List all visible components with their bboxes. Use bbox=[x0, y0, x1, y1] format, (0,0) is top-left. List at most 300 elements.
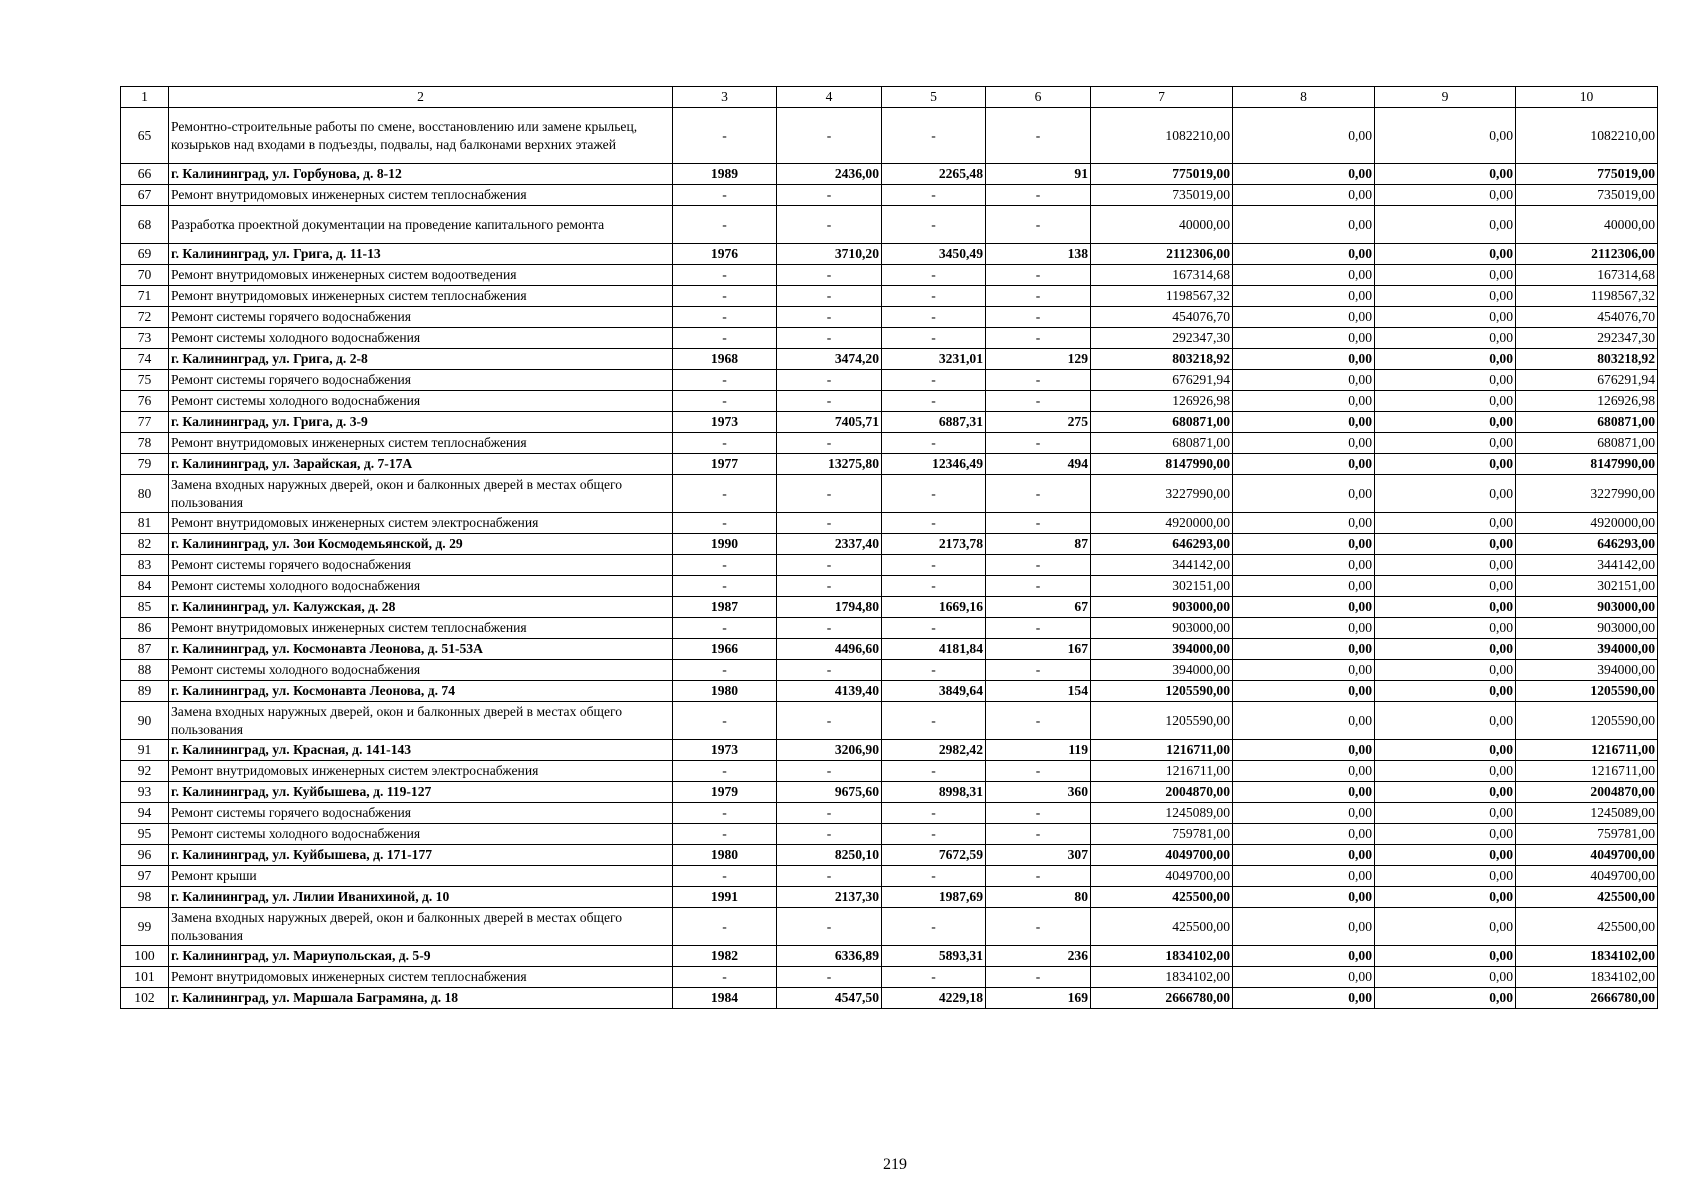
col6-cell: 275 bbox=[986, 412, 1091, 433]
col9-cell: 0,00 bbox=[1375, 164, 1516, 185]
row-number: 84 bbox=[121, 576, 169, 597]
col9-cell: 0,00 bbox=[1375, 328, 1516, 349]
table-row bbox=[121, 164, 1658, 185]
col5-cell: - bbox=[882, 307, 986, 328]
col8-cell: 0,00 bbox=[1233, 108, 1375, 164]
col5-cell: 8998,31 bbox=[882, 782, 986, 803]
table-row bbox=[121, 349, 1658, 370]
table-row bbox=[121, 108, 1658, 164]
col7-cell: 735019,00 bbox=[1091, 185, 1233, 206]
col6-cell: - bbox=[986, 307, 1091, 328]
col4-cell: - bbox=[777, 307, 882, 328]
col10-cell: 903000,00 bbox=[1516, 618, 1658, 639]
col8-cell: 0,00 bbox=[1233, 534, 1375, 555]
col5-cell: 1669,16 bbox=[882, 597, 986, 618]
table-row bbox=[121, 206, 1658, 244]
col7-cell: 167314,68 bbox=[1091, 265, 1233, 286]
col10-cell: 1205590,00 bbox=[1516, 681, 1658, 702]
col7-cell: 1205590,00 bbox=[1091, 681, 1233, 702]
col8-cell: 0,00 bbox=[1233, 391, 1375, 412]
col5-cell: 7672,59 bbox=[882, 845, 986, 866]
col7-cell: 1216711,00 bbox=[1091, 740, 1233, 761]
row-name: Ремонт внутридомовых инженерных систем теплоснабжения bbox=[169, 967, 673, 988]
table-row bbox=[121, 618, 1658, 639]
col8-cell: 0,00 bbox=[1233, 967, 1375, 988]
col9-cell: 0,00 bbox=[1375, 660, 1516, 681]
col9-cell: 0,00 bbox=[1375, 286, 1516, 307]
col4-cell: - bbox=[777, 370, 882, 391]
year-cell: - bbox=[673, 370, 777, 391]
col5-cell: - bbox=[882, 576, 986, 597]
col5-cell: 4181,84 bbox=[882, 639, 986, 660]
col6-cell: - bbox=[986, 108, 1091, 164]
col5-cell: 6887,31 bbox=[882, 412, 986, 433]
year-cell: - bbox=[673, 286, 777, 307]
year-cell: 1973 bbox=[673, 740, 777, 761]
col6-cell: 138 bbox=[986, 244, 1091, 265]
col9-cell: 0,00 bbox=[1375, 803, 1516, 824]
col4-cell: - bbox=[777, 328, 882, 349]
row-number: 93 bbox=[121, 782, 169, 803]
col5-cell: - bbox=[882, 265, 986, 286]
col7-cell: 1245089,00 bbox=[1091, 803, 1233, 824]
col7-cell: 803218,92 bbox=[1091, 349, 1233, 370]
col4-cell: 4547,50 bbox=[777, 988, 882, 1009]
col7-cell: 1834102,00 bbox=[1091, 946, 1233, 967]
year-cell: - bbox=[673, 618, 777, 639]
col10-cell: 680871,00 bbox=[1516, 412, 1658, 433]
col10-cell: 40000,00 bbox=[1516, 206, 1658, 244]
col7-cell: 302151,00 bbox=[1091, 576, 1233, 597]
table-row bbox=[121, 265, 1658, 286]
col4-cell: - bbox=[777, 618, 882, 639]
col7-cell: 680871,00 bbox=[1091, 412, 1233, 433]
col5-cell: 2265,48 bbox=[882, 164, 986, 185]
col10-cell: 1245089,00 bbox=[1516, 803, 1658, 824]
col7-cell: 646293,00 bbox=[1091, 534, 1233, 555]
col7-cell: 775019,00 bbox=[1091, 164, 1233, 185]
col4-cell: 3206,90 bbox=[777, 740, 882, 761]
year-cell: 1968 bbox=[673, 349, 777, 370]
col9-cell: 0,00 bbox=[1375, 555, 1516, 576]
year-cell: 1990 bbox=[673, 534, 777, 555]
col4-cell: 4139,40 bbox=[777, 681, 882, 702]
col8-cell: 0,00 bbox=[1233, 164, 1375, 185]
column-header: 10 bbox=[1516, 87, 1658, 108]
year-cell: - bbox=[673, 185, 777, 206]
col9-cell: 0,00 bbox=[1375, 206, 1516, 244]
col10-cell: 676291,94 bbox=[1516, 370, 1658, 391]
col6-cell: 307 bbox=[986, 845, 1091, 866]
col6-cell: 154 bbox=[986, 681, 1091, 702]
table-row bbox=[121, 307, 1658, 328]
col10-cell: 1216711,00 bbox=[1516, 761, 1658, 782]
col7-cell: 40000,00 bbox=[1091, 206, 1233, 244]
row-number: 97 bbox=[121, 866, 169, 887]
col5-cell: - bbox=[882, 286, 986, 307]
col5-cell: - bbox=[882, 328, 986, 349]
row-number: 91 bbox=[121, 740, 169, 761]
col9-cell: 0,00 bbox=[1375, 639, 1516, 660]
col4-cell: - bbox=[777, 660, 882, 681]
col4-cell: - bbox=[777, 967, 882, 988]
col4-cell: 13275,80 bbox=[777, 454, 882, 475]
col8-cell: 0,00 bbox=[1233, 597, 1375, 618]
row-number: 94 bbox=[121, 803, 169, 824]
col7-cell: 425500,00 bbox=[1091, 908, 1233, 946]
col9-cell: 0,00 bbox=[1375, 967, 1516, 988]
col8-cell: 0,00 bbox=[1233, 206, 1375, 244]
table-row bbox=[121, 988, 1658, 1009]
table-row bbox=[121, 681, 1658, 702]
row-name: г. Калининград, ул. Зои Космодемьянской, д. 29 bbox=[169, 534, 673, 555]
row-name: Ремонт крыши bbox=[169, 866, 673, 887]
col7-cell: 903000,00 bbox=[1091, 597, 1233, 618]
col4-cell: - bbox=[777, 702, 882, 740]
year-cell: - bbox=[673, 475, 777, 513]
col4-cell: - bbox=[777, 286, 882, 307]
col8-cell: 0,00 bbox=[1233, 370, 1375, 391]
col7-cell: 425500,00 bbox=[1091, 887, 1233, 908]
col10-cell: 1834102,00 bbox=[1516, 946, 1658, 967]
row-number: 69 bbox=[121, 244, 169, 265]
row-number: 98 bbox=[121, 887, 169, 908]
col7-cell: 3227990,00 bbox=[1091, 475, 1233, 513]
col4-cell: - bbox=[777, 206, 882, 244]
col8-cell: 0,00 bbox=[1233, 412, 1375, 433]
col7-cell: 2004870,00 bbox=[1091, 782, 1233, 803]
row-name: Ремонт внутридомовых инженерных систем электроснабжения bbox=[169, 761, 673, 782]
col8-cell: 0,00 bbox=[1233, 475, 1375, 513]
col9-cell: 0,00 bbox=[1375, 412, 1516, 433]
col9-cell: 0,00 bbox=[1375, 908, 1516, 946]
col6-cell: - bbox=[986, 370, 1091, 391]
col5-cell: 3231,01 bbox=[882, 349, 986, 370]
col9-cell: 0,00 bbox=[1375, 702, 1516, 740]
col9-cell: 0,00 bbox=[1375, 244, 1516, 265]
col5-cell: 5893,31 bbox=[882, 946, 986, 967]
row-number: 76 bbox=[121, 391, 169, 412]
table-row bbox=[121, 475, 1658, 513]
year-cell: - bbox=[673, 908, 777, 946]
col10-cell: 394000,00 bbox=[1516, 639, 1658, 660]
col4-cell: - bbox=[777, 475, 882, 513]
col7-cell: 4920000,00 bbox=[1091, 513, 1233, 534]
row-name: Ремонт системы горячего водоснабжения bbox=[169, 307, 673, 328]
table-row bbox=[121, 639, 1658, 660]
row-number: 100 bbox=[121, 946, 169, 967]
col10-cell: 775019,00 bbox=[1516, 164, 1658, 185]
col5-cell: - bbox=[882, 185, 986, 206]
col7-cell: 1198567,32 bbox=[1091, 286, 1233, 307]
col9-cell: 0,00 bbox=[1375, 988, 1516, 1009]
col7-cell: 344142,00 bbox=[1091, 555, 1233, 576]
col6-cell: 87 bbox=[986, 534, 1091, 555]
col8-cell: 0,00 bbox=[1233, 660, 1375, 681]
col8-cell: 0,00 bbox=[1233, 555, 1375, 576]
col8-cell: 0,00 bbox=[1233, 681, 1375, 702]
col5-cell: - bbox=[882, 702, 986, 740]
col9-cell: 0,00 bbox=[1375, 782, 1516, 803]
year-cell: - bbox=[673, 761, 777, 782]
col4-cell: - bbox=[777, 185, 882, 206]
col9-cell: 0,00 bbox=[1375, 761, 1516, 782]
col7-cell: 454076,70 bbox=[1091, 307, 1233, 328]
year-cell: 1976 bbox=[673, 244, 777, 265]
row-name: Разработка проектной документации на проведение капитального ремонта bbox=[169, 206, 673, 244]
row-name: г. Калининград, ул. Лилии Иванихиной, д. 10 bbox=[169, 887, 673, 908]
col10-cell: 1834102,00 bbox=[1516, 967, 1658, 988]
row-number: 99 bbox=[121, 908, 169, 946]
row-name: Ремонт системы холодного водоснабжения bbox=[169, 824, 673, 845]
col5-cell: 4229,18 bbox=[882, 988, 986, 1009]
row-name: г. Калининград, ул. Куйбышева, д. 119-127 bbox=[169, 782, 673, 803]
row-number: 86 bbox=[121, 618, 169, 639]
col8-cell: 0,00 bbox=[1233, 328, 1375, 349]
col9-cell: 0,00 bbox=[1375, 475, 1516, 513]
column-header: 6 bbox=[986, 87, 1091, 108]
col6-cell: - bbox=[986, 618, 1091, 639]
col9-cell: 0,00 bbox=[1375, 681, 1516, 702]
col5-cell: - bbox=[882, 108, 986, 164]
year-cell: 1966 bbox=[673, 639, 777, 660]
col6-cell: 167 bbox=[986, 639, 1091, 660]
col5-cell: - bbox=[882, 206, 986, 244]
row-name: Ремонт внутридомовых инженерных систем теплоснабжения bbox=[169, 618, 673, 639]
column-header: 9 bbox=[1375, 87, 1516, 108]
col8-cell: 0,00 bbox=[1233, 702, 1375, 740]
row-name: г. Калининград, ул. Красная, д. 141-143 bbox=[169, 740, 673, 761]
col8-cell: 0,00 bbox=[1233, 740, 1375, 761]
table-row bbox=[121, 803, 1658, 824]
row-number: 70 bbox=[121, 265, 169, 286]
col10-cell: 903000,00 bbox=[1516, 597, 1658, 618]
row-name: Ремонт системы горячего водоснабжения bbox=[169, 555, 673, 576]
col8-cell: 0,00 bbox=[1233, 576, 1375, 597]
table-row bbox=[121, 908, 1658, 946]
col5-cell: - bbox=[882, 370, 986, 391]
year-cell: 1979 bbox=[673, 782, 777, 803]
col5-cell: 2173,78 bbox=[882, 534, 986, 555]
col7-cell: 126926,98 bbox=[1091, 391, 1233, 412]
row-name: г. Калининград, ул. Космонавта Леонова, д. 51-53А bbox=[169, 639, 673, 660]
col6-cell: - bbox=[986, 866, 1091, 887]
col5-cell: - bbox=[882, 618, 986, 639]
column-header: 1 bbox=[121, 87, 169, 108]
table-row bbox=[121, 433, 1658, 454]
table-row bbox=[121, 597, 1658, 618]
table-row bbox=[121, 660, 1658, 681]
row-name: г. Калининград, ул. Куйбышева, д. 171-177 bbox=[169, 845, 673, 866]
col10-cell: 394000,00 bbox=[1516, 660, 1658, 681]
column-header: 2 bbox=[169, 87, 673, 108]
table-row bbox=[121, 576, 1658, 597]
col10-cell: 4049700,00 bbox=[1516, 845, 1658, 866]
col7-cell: 4049700,00 bbox=[1091, 866, 1233, 887]
col4-cell: 3710,20 bbox=[777, 244, 882, 265]
col6-cell: - bbox=[986, 265, 1091, 286]
row-number: 87 bbox=[121, 639, 169, 660]
col4-cell: - bbox=[777, 391, 882, 412]
row-number: 83 bbox=[121, 555, 169, 576]
row-name: Замена входных наружных дверей, окон и балконных дверей в местах общего пользования bbox=[169, 702, 673, 740]
table-row bbox=[121, 391, 1658, 412]
col6-cell: - bbox=[986, 967, 1091, 988]
table-row bbox=[121, 286, 1658, 307]
col6-cell: - bbox=[986, 803, 1091, 824]
col4-cell: - bbox=[777, 433, 882, 454]
row-number: 82 bbox=[121, 534, 169, 555]
row-name: Ремонт внутридомовых инженерных систем теплоснабжения bbox=[169, 286, 673, 307]
col4-cell: 1794,80 bbox=[777, 597, 882, 618]
row-number: 92 bbox=[121, 761, 169, 782]
table-row bbox=[121, 740, 1658, 761]
col6-cell: - bbox=[986, 475, 1091, 513]
col9-cell: 0,00 bbox=[1375, 307, 1516, 328]
row-number: 78 bbox=[121, 433, 169, 454]
table-body bbox=[121, 108, 1658, 1009]
col5-cell: - bbox=[882, 761, 986, 782]
col7-cell: 1082210,00 bbox=[1091, 108, 1233, 164]
row-name: Ремонт внутридомовых инженерных систем водоотведения bbox=[169, 265, 673, 286]
row-number: 72 bbox=[121, 307, 169, 328]
row-number: 96 bbox=[121, 845, 169, 866]
row-number: 81 bbox=[121, 513, 169, 534]
col8-cell: 0,00 bbox=[1233, 307, 1375, 328]
row-number: 89 bbox=[121, 681, 169, 702]
table-row bbox=[121, 370, 1658, 391]
column-number-row bbox=[121, 87, 1658, 108]
table-row bbox=[121, 244, 1658, 265]
year-cell: 1980 bbox=[673, 845, 777, 866]
col7-cell: 1216711,00 bbox=[1091, 761, 1233, 782]
col4-cell: - bbox=[777, 824, 882, 845]
col10-cell: 8147990,00 bbox=[1516, 454, 1658, 475]
table-row bbox=[121, 866, 1658, 887]
row-name: Ремонт системы горячего водоснабжения bbox=[169, 803, 673, 824]
col10-cell: 425500,00 bbox=[1516, 887, 1658, 908]
col6-cell: - bbox=[986, 660, 1091, 681]
col5-cell: - bbox=[882, 803, 986, 824]
col9-cell: 0,00 bbox=[1375, 108, 1516, 164]
col7-cell: 903000,00 bbox=[1091, 618, 1233, 639]
row-name: Ремонт внутридомовых инженерных систем электроснабжения bbox=[169, 513, 673, 534]
col6-cell: - bbox=[986, 576, 1091, 597]
table-row bbox=[121, 702, 1658, 740]
col7-cell: 8147990,00 bbox=[1091, 454, 1233, 475]
table-row bbox=[121, 412, 1658, 433]
col10-cell: 3227990,00 bbox=[1516, 475, 1658, 513]
col7-cell: 292347,30 bbox=[1091, 328, 1233, 349]
col6-cell: - bbox=[986, 824, 1091, 845]
row-name: Ремонт системы холодного водоснабжения bbox=[169, 660, 673, 681]
col5-cell: 2982,42 bbox=[882, 740, 986, 761]
row-number: 88 bbox=[121, 660, 169, 681]
col8-cell: 0,00 bbox=[1233, 185, 1375, 206]
table-row bbox=[121, 824, 1658, 845]
col4-cell: - bbox=[777, 555, 882, 576]
col6-cell: - bbox=[986, 761, 1091, 782]
table-row bbox=[121, 513, 1658, 534]
col8-cell: 0,00 bbox=[1233, 761, 1375, 782]
row-number: 73 bbox=[121, 328, 169, 349]
col9-cell: 0,00 bbox=[1375, 454, 1516, 475]
col10-cell: 803218,92 bbox=[1516, 349, 1658, 370]
table-row bbox=[121, 555, 1658, 576]
col10-cell: 167314,68 bbox=[1516, 265, 1658, 286]
col6-cell: 119 bbox=[986, 740, 1091, 761]
col10-cell: 292347,30 bbox=[1516, 328, 1658, 349]
year-cell: 1991 bbox=[673, 887, 777, 908]
col10-cell: 2112306,00 bbox=[1516, 244, 1658, 265]
col4-cell: 4496,60 bbox=[777, 639, 882, 660]
year-cell: 1980 bbox=[673, 681, 777, 702]
col7-cell: 2112306,00 bbox=[1091, 244, 1233, 265]
col10-cell: 454076,70 bbox=[1516, 307, 1658, 328]
col5-cell: - bbox=[882, 967, 986, 988]
row-number: 95 bbox=[121, 824, 169, 845]
col4-cell: - bbox=[777, 908, 882, 946]
col9-cell: 0,00 bbox=[1375, 866, 1516, 887]
col10-cell: 680871,00 bbox=[1516, 433, 1658, 454]
document-sheet bbox=[120, 86, 1658, 1009]
row-name: Замена входных наружных дверей, окон и балконных дверей в местах общего пользования bbox=[169, 908, 673, 946]
row-name: Ремонт системы холодного водоснабжения bbox=[169, 328, 673, 349]
table-row bbox=[121, 782, 1658, 803]
column-header: 8 bbox=[1233, 87, 1375, 108]
table-row bbox=[121, 328, 1658, 349]
row-number: 65 bbox=[121, 108, 169, 164]
col9-cell: 0,00 bbox=[1375, 887, 1516, 908]
col10-cell: 1198567,32 bbox=[1516, 286, 1658, 307]
col7-cell: 4049700,00 bbox=[1091, 845, 1233, 866]
col8-cell: 0,00 bbox=[1233, 454, 1375, 475]
year-cell: - bbox=[673, 513, 777, 534]
col10-cell: 735019,00 bbox=[1516, 185, 1658, 206]
col4-cell: - bbox=[777, 265, 882, 286]
row-number: 80 bbox=[121, 475, 169, 513]
col8-cell: 0,00 bbox=[1233, 887, 1375, 908]
year-cell: 1984 bbox=[673, 988, 777, 1009]
col4-cell: 6336,89 bbox=[777, 946, 882, 967]
col4-cell: - bbox=[777, 513, 882, 534]
col8-cell: 0,00 bbox=[1233, 803, 1375, 824]
col8-cell: 0,00 bbox=[1233, 908, 1375, 946]
table-row bbox=[121, 185, 1658, 206]
col5-cell: - bbox=[882, 513, 986, 534]
col9-cell: 0,00 bbox=[1375, 576, 1516, 597]
col5-cell: - bbox=[882, 866, 986, 887]
row-number: 68 bbox=[121, 206, 169, 244]
col4-cell: - bbox=[777, 108, 882, 164]
col4-cell: 2436,00 bbox=[777, 164, 882, 185]
col6-cell: 494 bbox=[986, 454, 1091, 475]
row-name: г. Калининград, ул. Горбунова, д. 8-12 bbox=[169, 164, 673, 185]
year-cell: - bbox=[673, 824, 777, 845]
col4-cell: 2337,40 bbox=[777, 534, 882, 555]
col5-cell: - bbox=[882, 660, 986, 681]
col6-cell: - bbox=[986, 328, 1091, 349]
year-cell: - bbox=[673, 803, 777, 824]
col5-cell: - bbox=[882, 824, 986, 845]
column-header: 3 bbox=[673, 87, 777, 108]
year-cell: 1989 bbox=[673, 164, 777, 185]
row-number: 101 bbox=[121, 967, 169, 988]
col6-cell: 129 bbox=[986, 349, 1091, 370]
col4-cell: 8250,10 bbox=[777, 845, 882, 866]
col5-cell: 12346,49 bbox=[882, 454, 986, 475]
year-cell: - bbox=[673, 702, 777, 740]
